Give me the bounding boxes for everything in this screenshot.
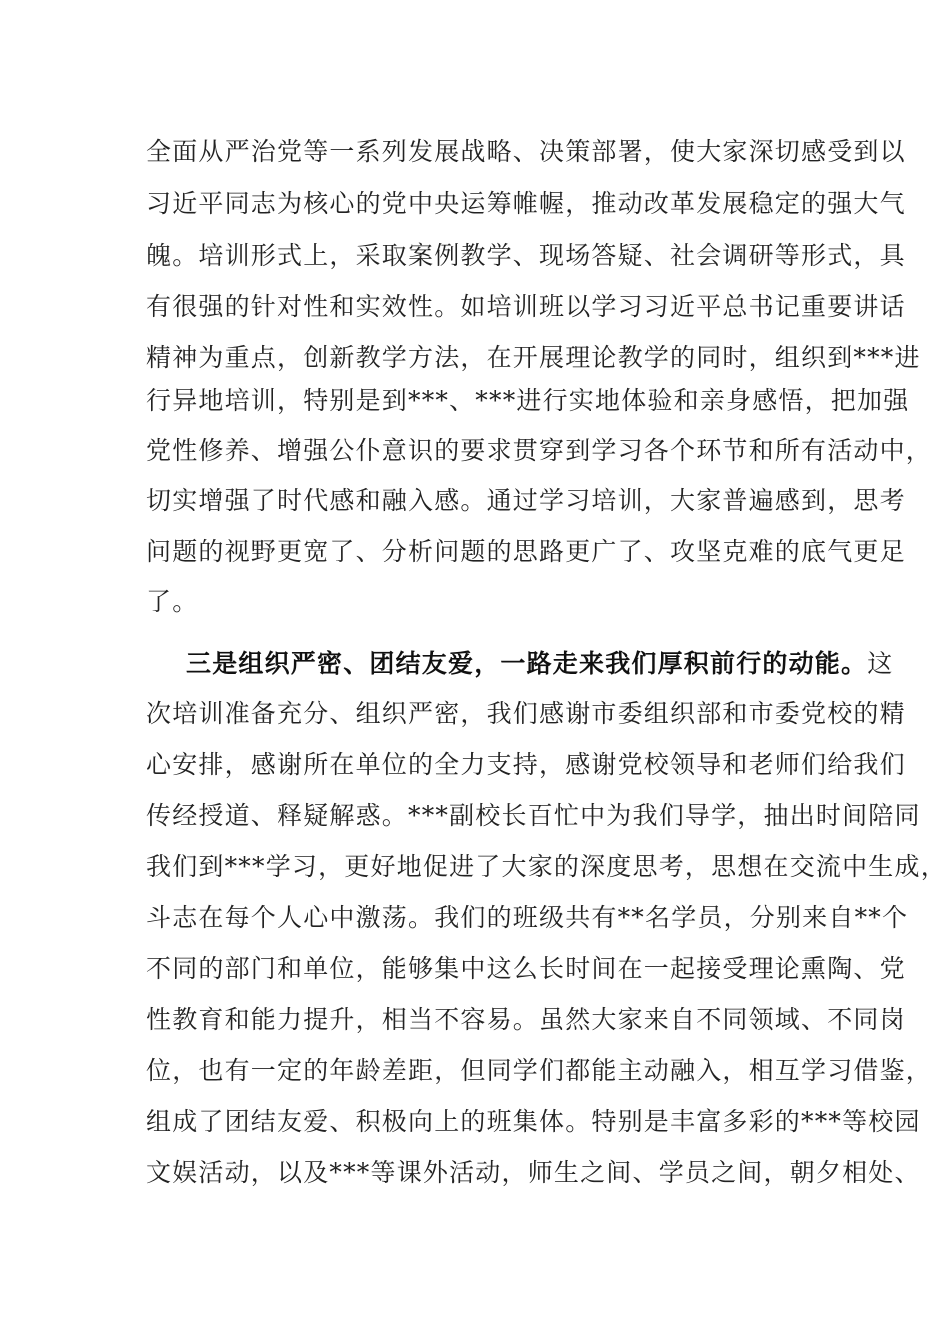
paragraph-2-line: 不同的部门和单位，能够集中这么长时间在一起接受理论熏陶、党: [146, 954, 906, 983]
paragraph-2-first-line: [186, 648, 893, 680]
paragraph-1-line: 党性修养、增强公仆意识的要求贯穿到学习各个环节和所有活动中，: [146, 436, 933, 465]
paragraph-1-line: 行异地培训，特别是到***、***进行实地体验和亲身感悟，把加强: [146, 386, 910, 415]
paragraph-2-line: 文娱活动，以及***等课外活动，师生之间、学员之间，朝夕相处、: [146, 1158, 921, 1187]
paragraph-2-heading: 三是组织严密、团结友爱，一路走来我们厚积前行的动能。: [186, 649, 868, 678]
paragraph-1-line: 切实增强了时代感和融入感。通过学习培训，大家普遍感到，思考: [146, 486, 906, 515]
paragraph-2-line: 心安排，感谢所在单位的全力支持，感谢党校领导和老师们给我们: [146, 750, 906, 779]
paragraph-2-heading-tail: 这: [867, 649, 894, 678]
paragraph-1-line: 魄。培训形式上，采取案例教学、现场答疑、社会调研等形式，具: [146, 241, 906, 270]
paragraph-2-line: 位，也有一定的年龄差距，但同学们都能主动融入，相互学习借鉴，: [146, 1056, 933, 1085]
paragraph-2-line: 传经授道、释疑解惑。***副校长百忙中为我们导学，抽出时间陪同: [146, 801, 921, 830]
paragraph-1-line: 了。: [146, 587, 199, 616]
paragraph-1-line: 精神为重点，创新教学方法，在开展理论教学的同时，组织到***进: [146, 343, 921, 372]
paragraph-1-line: 习近平同志为核心的党中央运筹帷幄，推动改革发展稳定的强大气: [146, 189, 906, 218]
paragraph-2-line: 组成了团结友爱、积极向上的班集体。特别是丰富多彩的***等校园: [146, 1107, 921, 1136]
paragraph-1-line: 问题的视野更宽了、分析问题的思路更广了、攻坚克难的底气更足: [146, 537, 906, 566]
paragraph-2-line: 斗志在每个人心中激荡。我们的班级共有**名学员，分别来自**个: [146, 903, 909, 932]
paragraph-2-line: 次培训准备充分、组织严密，我们感谢市委组织部和市委党校的精: [146, 699, 906, 728]
paragraph-2-line: 性教育和能力提升，相当不容易。虽然大家来自不同领域、不同岗: [146, 1005, 906, 1034]
paragraph-1-line: 全面从严治党等一系列发展战略、决策部署，使大家深切感受到以: [146, 137, 906, 166]
paragraph-2-line: 我们到***学习，更好地促进了大家的深度思考，思想在交流中生成，: [146, 852, 947, 881]
paragraph-1-line: 有很强的针对性和实效性。如培训班以学习习近平总书记重要讲话: [146, 292, 906, 321]
